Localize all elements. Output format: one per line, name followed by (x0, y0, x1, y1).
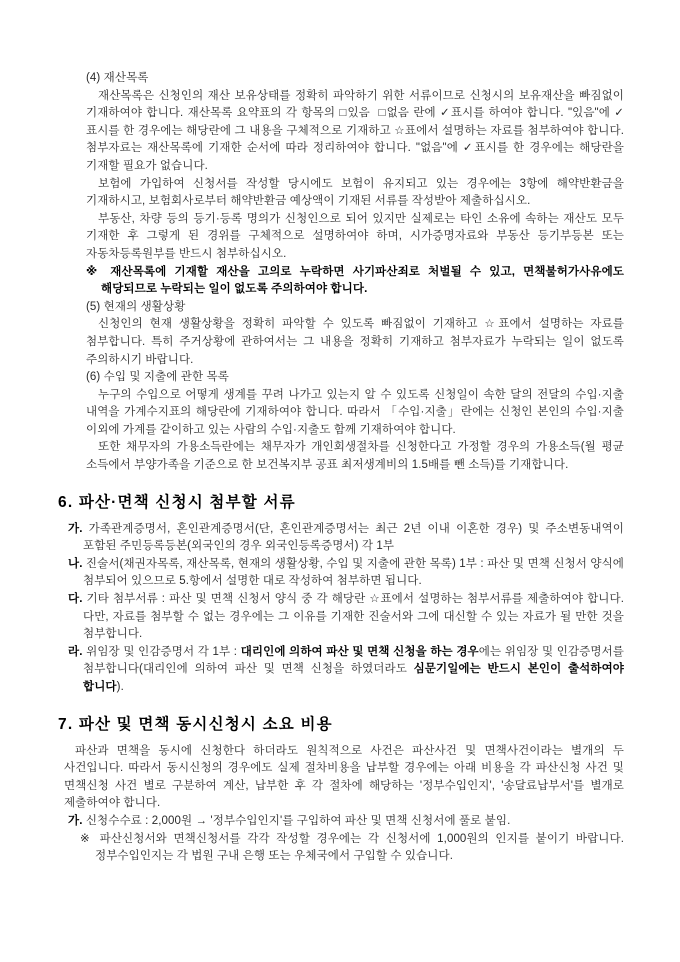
paragraph (86, 387, 624, 440)
text-run: ). (116, 681, 124, 693)
text-run: 신청수수료 : 2,000원 → '정부수입인지'를 구입하여 파산 및 면책 신청서에 풀로 붙임. (85, 814, 511, 827)
item-label: 라. (68, 645, 83, 658)
text-run: 보험에 가입하여 신청서를 작성할 당시에도 보험이 유지되고 있는 경우에는 3항에 해약반환금을 기재하시고, 보험회사로부터 해약반환금 예상액이 기재된 서류를 작성받아 제출하십시오. (86, 177, 624, 208)
text-run-bold: 재산목록에 기재할 재산을 고의로 누락하면 사기파산죄로 처벌될 수 있고, 면책불허가사유에도 해당되므로 누락되는 일이 없도록 주의하여야 합니다. (101, 265, 625, 296)
list-item (68, 644, 624, 697)
list-item (68, 591, 624, 644)
text-run: 기타 첨부서류 : 파산 및 면책 신청서 양식 중 각 해당란 ☆표에서 설명하는 첨부서류를 제출하여야 합니다. 다만, 자료를 첨부할 수 없는 경우에는 그 이유를 기재한 진술서와 그에 대신할 수 있는 자료가 될 만한 것을 첨부합니다. (83, 593, 624, 641)
text-run: 신청인의 현재 생활상황을 정확히 파악할 수 있도록 빠짐없이 기재하고 ☆표에서 설명하는 자료를 첨부합니다. 특히 주거상황에 관하여서는 그 내용을 정확히 기재하고 첨부자료가 누락되는 일이 없도록 주의하시기 바랍니다. (86, 318, 624, 366)
text-run: 재산목록은 신청인의 재산 보유상태를 정확히 파악하기 위한 서류이므로 신청시의 보유재산을 빠짐없이 기재하여야 합니다. 재산목록 요약표의 각 항목의 □있음 □없음 란에 ✓표시를 하여야 합니다. "있음"에 ✓표시를 한 경우에는 해당란에 그 내용을 구체적으로 기재하고 ☆표에서 설명하는 자료를 첨부하여야 합니다. 첨부자료는 재산목록에 기재한 순서에 따라 정리하여야 합니다. "없음"에 ✓표시를 한 경우에는 해당란을 기재할 필요가 없습니다. (86, 89, 624, 172)
item-label: 다. (68, 593, 83, 606)
list-item (68, 813, 624, 831)
text-run: 위임장 및 인감증명서 각 1부 : (86, 645, 241, 658)
list-item (68, 556, 624, 591)
paragraph (86, 316, 624, 369)
list-item (68, 521, 624, 556)
paragraph (86, 88, 624, 176)
text-run: 가족관계증명서, 혼인관계증명서(단, 혼인관계증명서는 최근 2년 이내 이혼한 경우) 및 주소변동내역이 포함된 주민등록등본(외국인의 경우 외국인등록증명서) 각 1부 (83, 522, 625, 553)
item-label: 가. (68, 814, 83, 827)
note (80, 831, 624, 866)
item-heading: (5) 현재의 생활상황 (86, 300, 186, 313)
text-run: 에는 위임장 및 인감증명서를 첨부합니다(대리인에 의하여 파산 및 면책 신청을 하였더라도 (83, 645, 625, 676)
paragraph (86, 176, 624, 211)
item-label: 가. (68, 522, 83, 535)
text-run: 진술서(채권자목록, 재산목록, 현재의 생활상황, 수입 및 지출에 관한 목록) 1부 : 파산 및 면책 신청서 양식에 첨부되어 있으므로 5.항에서 설명한 대로 작성하여 첨부하면 됩니다. (83, 557, 624, 588)
item-heading: (4) 재산목록 (86, 72, 149, 84)
paragraph (86, 211, 624, 264)
text-run-bold: 심문기일에는 반드시 본인이 출석하여야 합니다 (83, 663, 625, 693)
paragraph (64, 743, 624, 813)
text-run: 누구의 수입으로 어떻게 생계를 꾸려 나가고 있는지 알 수 있도록 신청일이 속한 달의 전달의 수입·지출 내역을 가계수지표의 해당란에 기재하여야 합니다. 따라서 「수입·지출」란에는 신청인 본인의 수입·지출 이외에 가계를 같이하고 있는 사람의 수입·지출도 함께 기재하여야 합니다. (86, 388, 624, 436)
text-run: 또한 채무자의 가용소득란에는 채무자가 개인회생절차를 신청한다고 가정할 경우의 가용소득(월 평균 소득에서 부양가족을 기준으로 한 보건복지부 공표 최저생계비의 1.5배를 뺀 소득)를 기재합니다. (86, 441, 624, 472)
paragraph (86, 439, 624, 474)
section-heading: 7. 파산 및 면책 동시신청시 소요 비용 (58, 715, 333, 733)
item-heading: (6) 수입 및 지출에 관한 목록 (86, 371, 229, 384)
item-label: 나. (68, 557, 83, 570)
note (86, 264, 624, 299)
text-run: 부동산, 차량 등의 등기·등록 명의가 신청인으로 되어 있지만 실제로는 타인 소유에 속하는 재산도 모두 기재한 후 그렇게 된 경위를 구체적으로 설명하여야 하며, 시가증명자료와 부동산 등기부등본 또는 자동차등록원부를 반드시 첨부하십시오. (86, 212, 624, 260)
text-run: 파산신청서와 면책신청서를 각각 작성할 경우에는 각 신청서에 1,000원의 인지를 붙이기 바랍니다. 정부수입인지는 각 법원 구내 은행 또는 우체국에서 구입할 수 있습니다. (95, 832, 624, 863)
text-run-bold: 대리인에 의하여 파산 및 면책 신청을 하는 경우 (240, 645, 479, 658)
text-run: 파산과 면책을 동시에 신청한다 하더라도 원칙적으로 사건은 파산사건 및 면책사건이라는 별개의 두 사건입니다. 따라서 동시신청의 경우에도 실제 절차비용을 납부할 경우에는 아래 비용을 각 파산신청 사건 및 면책신청 사건 별로 구분하여 계산, 납부한 후 각 절차에 해당하는 '정부수입인지', '송달료납부서'를 별개로 제출하여야 합니다. (64, 744, 624, 810)
reference-mark-icon: ※ (80, 832, 94, 845)
section-heading: 6. 파산·면책 신청시 첨부할 서류 (58, 493, 296, 511)
document-body (58, 70, 624, 866)
reference-mark-icon: ※ (86, 265, 103, 278)
